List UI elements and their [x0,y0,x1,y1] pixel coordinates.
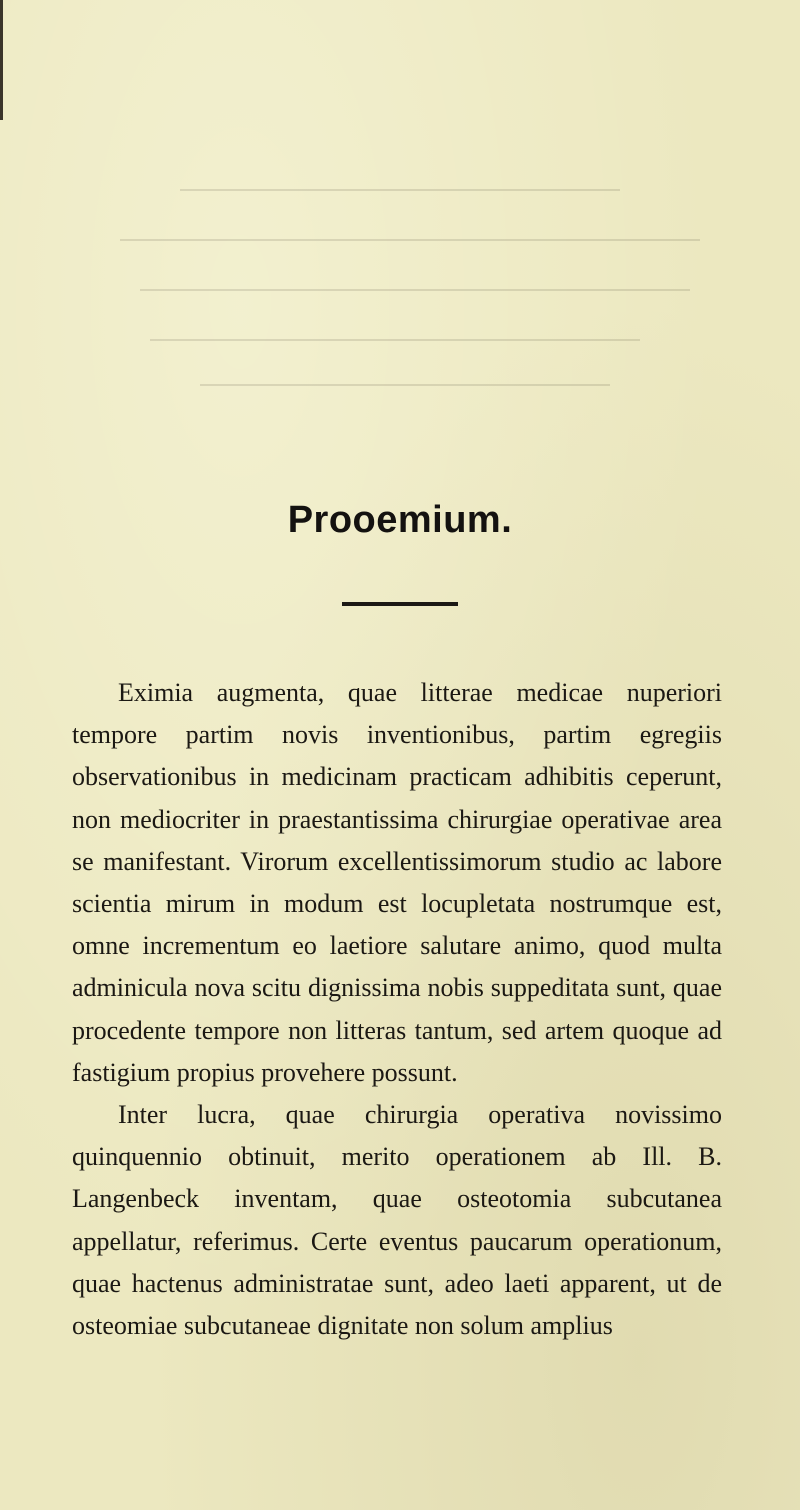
paragraph: Inter lucra, quae chirurgia operativa novissimo quinquennio obtinuit, merito operationem ab Ill. B. Langenbeck inventam, quae osteotomia subcutanea appellatur, referimus. Certe eventus paucarum operationum, quae hactenus administratae sunt, adeo laeti apparent, ut de osteomiae subcutaneae dignitate non solum amplius [72,1100,722,1341]
show-through-texture [0,0,800,420]
page-edge-shadow [0,0,3,120]
page-title: Prooemium. [287,499,513,541]
body-text [72,672,722,1347]
title-divider [342,602,458,606]
paragraph: Eximia augmenta, quae litterae medicae nuperiori tempore partim novis inventionibus, partim egregiis observationibus in medicinam practicam adhibitis ceperunt, non mediocriter in praestantissima chirurgiae operativae area se manifestant. Virorum excellentissimorum studio ac labore scientia mirum in modum est locupletata nostrumque est, omne incrementum eo laetiore salutare animo, quod multa adminicula nova scitu dignissima nobis suppeditata sunt, quae procedente tempore non litteras tantum, sed artem quoque ad fastigium propius provehere possunt. [72,678,722,1087]
